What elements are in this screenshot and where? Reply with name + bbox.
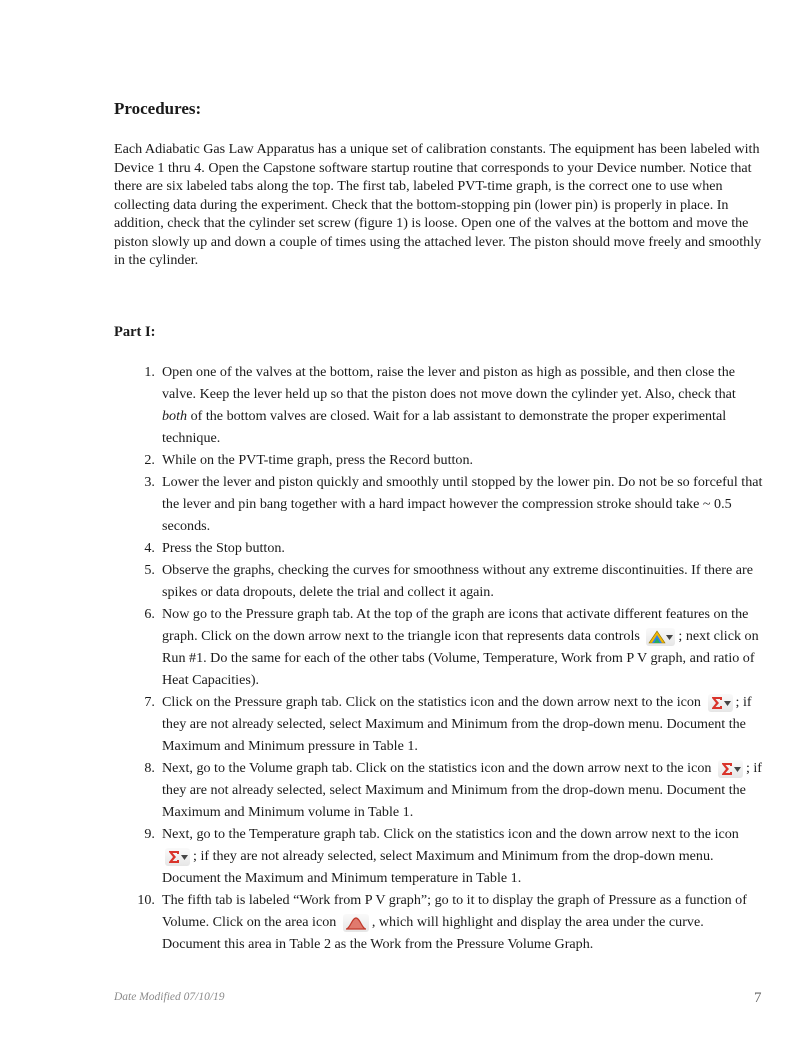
- statistics-sigma-icon: [708, 694, 733, 712]
- step-text: Next, go to the Volume graph tab. Click on the statistics icon and the down arrow next to the icon ; if they are not already selected, select Maximum and Minimum from the drop-down menu. Document the Maximum and Minimum volume in Table 1.: [162, 760, 763, 820]
- list-item: [114, 559, 764, 603]
- list-item: [114, 449, 764, 471]
- footer-page-number: 7: [754, 990, 762, 1006]
- chevron-down-icon: [181, 855, 188, 860]
- statistics-sigma-icon: [718, 760, 743, 778]
- list-item: [114, 757, 764, 823]
- step-text: Observe the graphs, checking the curves for smoothness without any extreme discontinuities. If there are spikes or data dropouts, delete the trial and collect it again.: [162, 562, 753, 600]
- list-item: [114, 603, 764, 691]
- footer-date-modified: Date Modified 07/10/19: [114, 991, 225, 1003]
- step-text: While on the PVT-time graph, press the Record button.: [162, 452, 474, 468]
- list-item: [114, 889, 764, 955]
- list-item: [114, 537, 764, 559]
- statistics-sigma-icon: [165, 848, 190, 866]
- step-number: 8.: [144, 760, 155, 776]
- list-item: [114, 823, 764, 889]
- step-text: Open one of the valves at the bottom, raise the lever and piston as high as possible, and then close the valve. Keep the lever held up so that the piston does not move down the cylinder yet. Also, check that both of the bottom valves are closed. Wait for a lab assistant to demonstrate the proper experimental technique.: [162, 364, 736, 446]
- step-number: 9.: [144, 826, 155, 842]
- procedure-steps: [114, 361, 764, 955]
- step-number: 7.: [144, 694, 155, 710]
- step-text: Press the Stop button.: [162, 540, 285, 556]
- step-number: 5.: [144, 562, 155, 578]
- area-under-curve-icon: [343, 914, 369, 932]
- chevron-down-icon: [666, 635, 673, 640]
- step-text: Now go to the Pressure graph tab. At the top of the graph are icons that activate different features on the graph. Click on the down arrow next to the triangle icon that represents data controls ; next click on Run #1. Do the same for each of the other tabs (Volume, Temperature, Work from P V graph, and ratio of Heat Capacities).: [162, 606, 759, 688]
- data-controls-triangle-icon: [646, 628, 675, 646]
- chevron-down-icon: [734, 767, 741, 772]
- emphasis: both: [162, 408, 188, 424]
- step-number: 10.: [137, 892, 155, 908]
- list-item: [114, 691, 764, 757]
- step-text: Click on the Pressure graph tab. Click on the statistics icon and the down arrow next to the icon ; if they are not already selected, select Maximum and Minimum from the drop-down menu. Document the Maximum and Minimum pressure in Table 1.: [162, 694, 752, 754]
- list-item: [114, 471, 764, 537]
- step-number: 4.: [144, 540, 155, 556]
- step-text: Lower the lever and piston quickly and smoothly until stopped by the lower pin. Do not be so forceful that the lever and pin bang together with a hard impact however the compression stroke should take ~ 0.5 seconds.: [162, 474, 763, 534]
- procedures-heading: Procedures:: [114, 99, 202, 118]
- step-number: 6.: [144, 606, 155, 622]
- intro-paragraph: Each Adiabatic Gas Law Apparatus has a unique set of calibration constants. The equipment has been labeled with Device 1 thru 4. Open the Capstone software startup routine that corresponds to your Device number. Notice that there are six labeled tabs along the top. The first tab, labeled PVT-time graph, is the correct one to use when collecting data during the experiment. Check that the bottom-stopping pin (lower pin) is properly in place. In addition, check that the cylinder set screw (figure 1) is loose. Open one of the valves at the bottom and move the piston slowly up and down a couple of times using the attached lever. The piston should move freely and smoothly in the cylinder.: [114, 141, 762, 268]
- list-item: [114, 361, 764, 449]
- chevron-down-icon: [724, 701, 731, 706]
- step-text: The fifth tab is labeled “Work from P V graph”; go to it to display the graph of Pressure as a function of Volume. Click on the area icon , which will highlight and display the area under the curve. Document this area in Table 2 as the Work from the Pressure Volume Graph.: [162, 892, 747, 952]
- step-number: 1.: [144, 364, 155, 380]
- step-number: 2.: [144, 452, 155, 468]
- step-number: 3.: [144, 474, 155, 490]
- part-one-heading: Part I:: [114, 324, 156, 340]
- step-text: Next, go to the Temperature graph tab. Click on the statistics icon and the down arrow next to the icon ; if they are not already selected, select Maximum and Minimum from the drop-down menu. Document the Maximum and Minimum temperature in Table 1.: [162, 826, 739, 886]
